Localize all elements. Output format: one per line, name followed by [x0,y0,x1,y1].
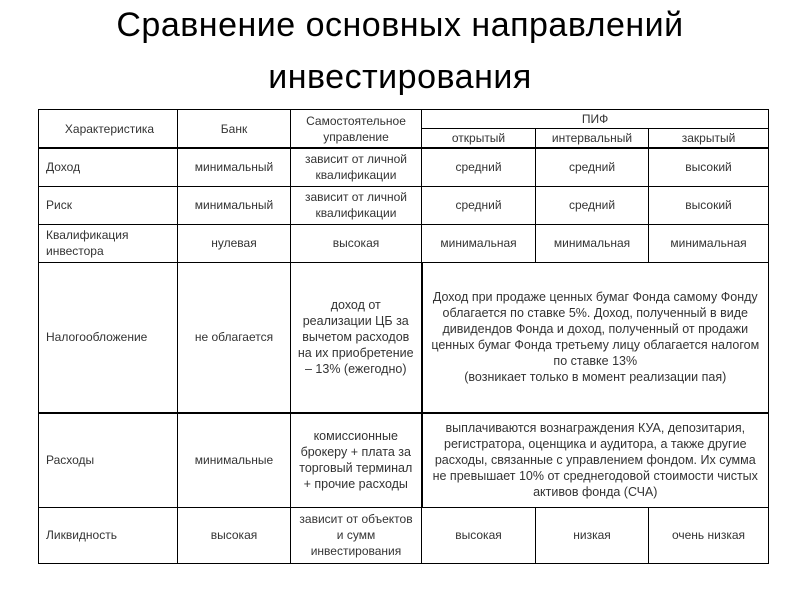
header-pif-closed: закрытый [649,129,769,149]
header-bank: Банк [178,110,291,149]
table-row-liquidity [39,507,769,563]
cell-self: высокая [291,224,422,262]
table-row-taxation [39,262,769,413]
header-pif-open: открытый [422,129,536,149]
comparison-table [38,109,769,564]
row-label: Расходы [39,413,178,507]
header-pif-interval: интервальный [536,129,649,149]
header-row-top [39,110,769,129]
row-label: Ликвидность [39,507,178,563]
table-row-expenses [39,413,769,507]
cell-pif-interval: минимальная [536,224,649,262]
row-label: Квалификация инвестора [39,224,178,262]
row-label: Риск [39,186,178,224]
cell-pif-closed: минимальная [649,224,769,262]
cell-pif-interval: средний [536,186,649,224]
header-characteristic: Характеристика [39,110,178,149]
cell-bank: нулевая [178,224,291,262]
cell-pif-open: высокая [422,507,536,563]
cell-bank: высокая [178,507,291,563]
cell-pif-open: минимальная [422,224,536,262]
row-label: Доход [39,148,178,186]
cell-self: зависит от личной квалификации [291,148,422,186]
cell-pif-closed: очень низкая [649,507,769,563]
cell-bank: минимальный [178,148,291,186]
cell-pif-open: средний [422,148,536,186]
cell-pif-interval: средний [536,148,649,186]
cell-self: доход от реализации ЦБ за вычетом расходов на их приобретение – 13% (ежегодно) [291,262,422,413]
table-row-income [39,148,769,186]
cell-pif-interval: низкая [536,507,649,563]
cell-self: зависит от объектов и сумм инвестирования [291,507,422,563]
cell-pif-expenses: выплачиваются вознаграждения КУА, депозитария, регистратора, оценщика и аудитора, а также другие расходы, связанные с управлением фондом. Их сумма не превышает 10% от среднегодовой стоимости чистых активов фонда (СЧА) [422,413,769,507]
page-title-line-2: инвестирования [268,58,532,96]
row-label: Налогообложение [39,262,178,413]
pif-taxation-note: (возникает только в момент реализации пая) [464,370,727,385]
cell-self: комиссионные брокеру + плата за торговый терминал + прочие расходы [291,413,422,507]
cell-pif-open: средний [422,186,536,224]
cell-bank: не облагается [178,262,291,413]
cell-pif-closed: высокий [649,148,769,186]
cell-self: зависит от личной квалификации [291,186,422,224]
table-row-qualification [39,224,769,262]
header-self-management: Самостоятельное управление [291,110,422,149]
cell-pif-taxation [422,262,769,413]
header-pif: ПИФ [422,110,769,129]
cell-pif-closed: высокий [649,186,769,224]
cell-bank: минимальный [178,186,291,224]
pif-taxation-text: Доход при продаже ценных бумаг Фонда самому Фонду облагается по ставке 5%. Доход, полученный в виде дивидендов Фонда и доход, полученный от продажи ценных бумаг Фонда третьему лицу облагается налогом по ставке 13% [431,290,760,369]
cell-bank: минимальные [178,413,291,507]
table-row-risk [39,186,769,224]
page-title-line-1: Сравнение основных направлений [116,6,684,44]
